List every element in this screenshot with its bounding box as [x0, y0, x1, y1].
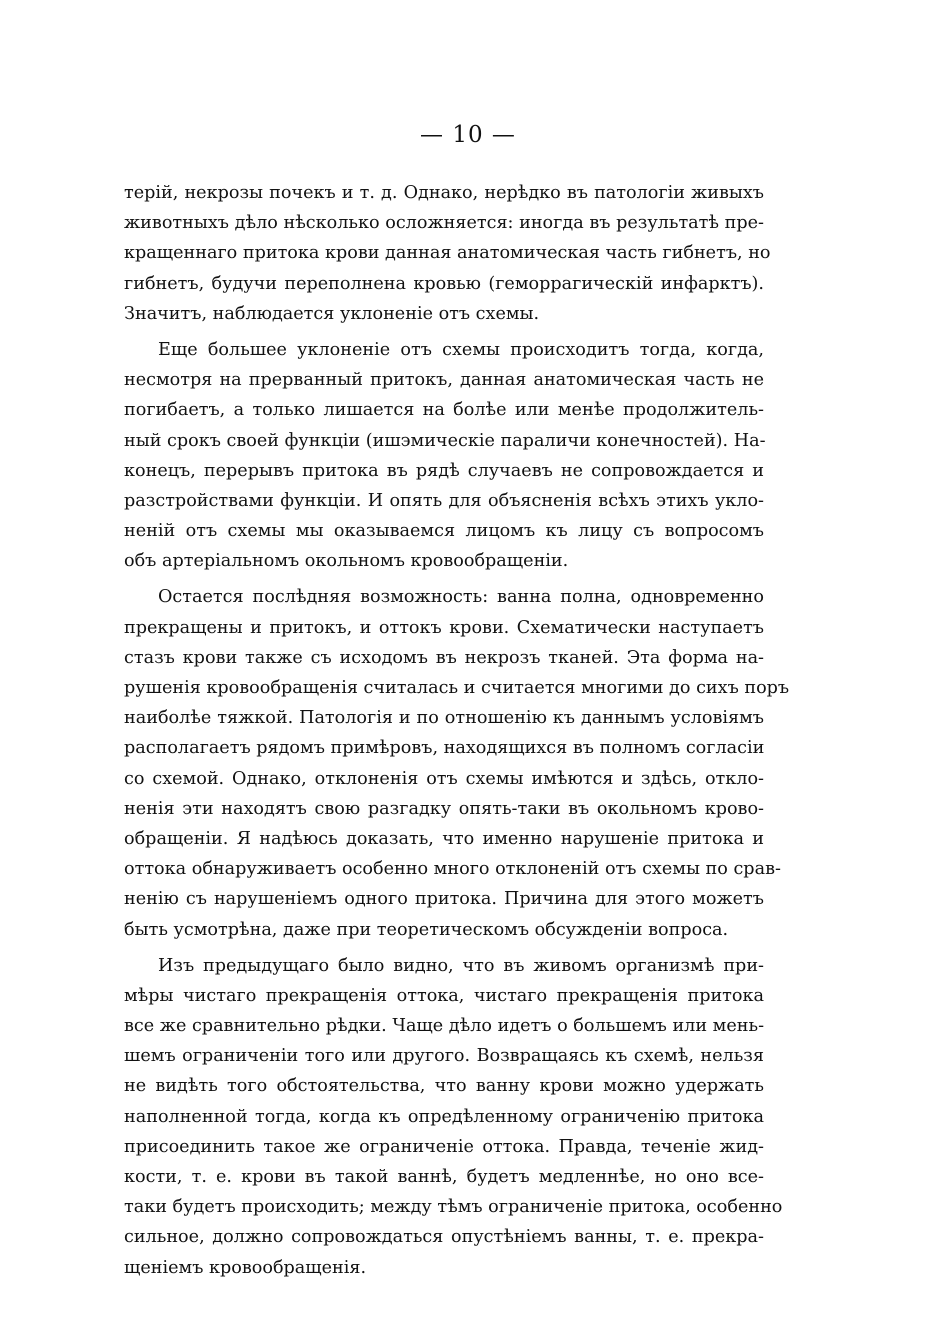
text-line: кости, т. е. крови въ такой ваннѣ, будетъ медленнѣе, но оно все-	[124, 1167, 764, 1187]
text-line: наиболѣе тяжкой. Патологія и по отношенію къ даннымъ условіямъ	[124, 708, 764, 729]
text-line: ный срокъ своей функціи (ишэмическіе параличи конечностей). На-	[124, 430, 766, 451]
text-line: терій, некрозы почекъ и т. д. Однако, нерѣдко въ патологіи живыхъ	[124, 183, 764, 203]
paragraph-4	[124, 951, 783, 1283]
text-line: шемъ ограниченіи того или другого. Возвращаясь къ схемѣ, нельзя	[124, 1046, 764, 1067]
text-line: сильное, должно сопровождаться опустѣніемъ ванны, т. е. прекра-	[124, 1227, 764, 1248]
text-line: таки будетъ происходить; между тѣмъ ограниченіе притока, особенно	[124, 1197, 783, 1218]
text-line: ненія эти находятъ свою разгадку опять-таки въ окольномъ крово-	[124, 798, 764, 819]
text-line: кращеннаго притока крови данная анатомическая часть гибнетъ, но	[124, 243, 771, 264]
body-text	[124, 178, 790, 1283]
text-line: неній отъ схемы мы оказываемся лицомъ къ лицу съ вопросомъ	[124, 521, 764, 542]
text-line: присоединить такое же ограниченіе оттока. Правда, теченіе жид-	[124, 1136, 764, 1157]
text-line: гибнетъ, будучи переполнена кровью (геморрагическій инфарктъ).	[124, 273, 764, 294]
page-number: — 10 —	[420, 122, 516, 148]
text-line: объ артеріальномъ окольномъ кровообращеніи.	[124, 551, 569, 572]
text-line: оттока обнаруживаетъ особенно много отклоненій отъ схемы по срав-	[124, 859, 781, 880]
text-line: Остается послѣдняя возможность: ванна полна, одновременно	[158, 587, 764, 608]
text-line: быть усмотрѣна, даже при теоретическомъ обсужденіи вопроса.	[124, 919, 729, 940]
text-line: со схемой. Однако, отклоненія отъ схемы имѣются и здѣсь, откло-	[124, 768, 764, 789]
text-line: ненію съ нарушеніемъ одного притока. Причина для этого можетъ	[124, 889, 764, 910]
text-line: наполненной тогда, когда къ опредѣленному ограниченію притока	[124, 1106, 764, 1127]
text-line: конецъ, перерывъ притока въ рядѣ случаевъ не сопровождается и	[124, 460, 764, 481]
text-line: прекращены и притокъ, и оттокъ крови. Схематически наступаетъ	[124, 617, 764, 638]
text-line: разстройствами функціи. И опять для объясненія всѣхъ этихъ укло-	[124, 490, 764, 511]
text-line: щеніемъ кровообращенія.	[124, 1257, 367, 1278]
text-line: Еще большее уклоненіе отъ схемы происходитъ тогда, когда,	[158, 339, 764, 360]
text-line: погибаетъ, а только лишается на болѣе или менѣе продолжитель-	[124, 400, 764, 421]
text-line: несмотря на прерванный притокъ, данная анатомическая часть не	[124, 370, 764, 391]
paragraph-2	[124, 335, 764, 577]
text-line: не видѣть того обстоятельства, что ванну крови можно удержать	[124, 1076, 764, 1097]
text-line: располагаетъ рядомъ примѣровъ, находящихся въ полномъ согласіи	[124, 738, 765, 759]
text-line: все же сравнительно рѣдки. Чаще дѣло идетъ о большемъ или мень-	[124, 1016, 765, 1037]
text-line: обращеніи. Я надѣюсь доказать, что именно нарушеніе притока и	[124, 828, 764, 849]
text-line: животныхъ дѣло нѣсколько осложняется: иногда въ результатѣ пре-	[124, 213, 764, 234]
text-line: мѣры чистаго прекращенія оттока, чистаго прекращенія притока	[124, 985, 764, 1006]
paragraph-3	[124, 582, 790, 944]
text-line: рушенія кровообращенія считалась и считается многими до сихъ поръ	[124, 678, 790, 698]
text-line: стазъ крови также съ исходомъ въ некрозъ тканей. Эта форма на-	[124, 647, 764, 668]
text-line: Значитъ, наблюдается уклоненіе отъ схемы.	[124, 303, 540, 324]
text-line: Изъ предыдущаго было видно, что въ живомъ организмѣ при-	[158, 955, 764, 976]
paragraph-1	[124, 178, 771, 329]
